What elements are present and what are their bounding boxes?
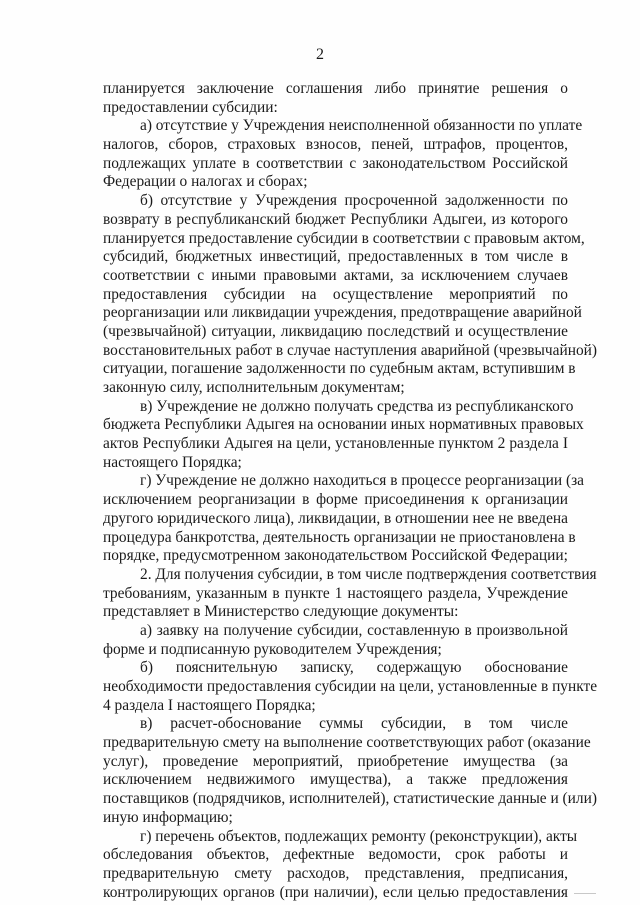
text-line: восстановительных работ в случае наступления аварийной (чрезвычайной) (103, 341, 597, 359)
text-line: соответствии с иными правовыми актами, за исключением случаев (103, 266, 568, 284)
text-line: в) Учреждение не должно получать средства из республиканского (140, 397, 574, 415)
text-line: ситуации, погашение задолженности по судебным актам, вступившим в (103, 360, 576, 378)
text-line: предоставления субсидии на осуществление мероприятий по (103, 285, 568, 303)
text-line: б) пояснительную записку, содержащую обоснование (140, 659, 568, 677)
text-line: Федерации о налогах и сборах; (103, 173, 308, 191)
text-line: предоставлении субсидии: (103, 98, 278, 116)
text-line: необходимости предоставления субсидии на цели, установленные в пункте (103, 678, 598, 695)
text-line: порядке, предусмотренном законодательством Российской Федерации; (103, 547, 568, 565)
text-line: представляет в Министерство следующие документы: (103, 603, 459, 621)
text-line: 4 раздела I настоящего Порядка; (103, 696, 316, 714)
text-line: предварительную смету на выполнение соответствующих работ (оказание (103, 734, 591, 752)
text-line: форме и подписанную руководителем Учреждения; (103, 640, 442, 658)
text-line: обследования объектов, дефектные ведомости, срок работы и (103, 846, 568, 864)
text-line: законную силу, исполнительным документам; (103, 379, 405, 396)
text-line: актов Республики Адыгея на цели, установленные пунктом 2 раздела I (103, 435, 568, 453)
text-line: иную информацию; (103, 808, 233, 826)
text-line: исключением недвижимого имущества), а также предложения (103, 771, 568, 789)
text-line: а) заявку на получение субсидии, составленную в произвольной (140, 621, 568, 639)
body-text (0, 80, 640, 902)
text-line: реорганизации или ликвидации учреждения, предотвращение аварийной (103, 304, 582, 322)
text-line: исключением реорганизации в форме присоединения к организации (103, 491, 568, 509)
scan-artifact (574, 893, 596, 894)
text-line: налогов, сборов, страховых взносов, пеней, штрафов, процентов, (103, 136, 568, 154)
text-line: контролирующих органов (при наличии), если целью предоставления (103, 883, 568, 901)
text-line: г) перечень объектов, подлежащих ремонту (реконструкции), акты (140, 827, 578, 845)
text-line: планируется заключение соглашения либо принятие решения о (103, 80, 568, 97)
text-line: подлежащих уплате в соответствии с законодательством Российской (103, 154, 568, 172)
text-line: в) расчет-обоснование суммы субсидии, в том числе (140, 715, 568, 733)
text-line: процедура банкротства, деятельность организации не приостановлена в (103, 528, 576, 546)
text-line: услуг), проведение мероприятий, приобретение имущества (за (103, 752, 568, 770)
text-line: (чрезвычайной) ситуации, ликвидацию последствий и осуществление (103, 322, 568, 340)
text-line: настоящего Порядка; (103, 453, 242, 471)
text-line: другого юридического лица), ликвидации, в отношении нее не введена (103, 509, 568, 527)
text-line: а) отсутствие у Учреждения неисполненной обязанности по уплате (140, 117, 583, 135)
text-line: предварительную смету расходов, представления, предписания, (103, 864, 568, 882)
text-line: г) Учреждение не должно находиться в процессе реорганизации (за (140, 472, 584, 490)
text-line: б) отсутствие у Учреждения просроченной задолженности по (140, 192, 568, 210)
text-line: поставщиков (подрядчиков, исполнителей), статистические данные и (или) (103, 790, 597, 808)
page-number: 2 (316, 46, 324, 63)
text-line: возврату в республиканский бюджет Республики Адыгеи, из которого (103, 210, 568, 228)
text-line: планируется предоставление субсидии в соответствии с правовым актом, (103, 229, 585, 247)
text-line: требованиям, указанным в пункте 1 настоящего раздела, Учреждение (103, 584, 568, 602)
text-line: 2. Для получения субсидии, в том числе подтверждения соответствия (140, 565, 597, 583)
text-line: субсидий, бюджетных инвестиций, предоставленных в том числе в (103, 248, 568, 266)
text-line: бюджета Республики Адыгея на основании иных нормативных правовых (103, 416, 584, 434)
